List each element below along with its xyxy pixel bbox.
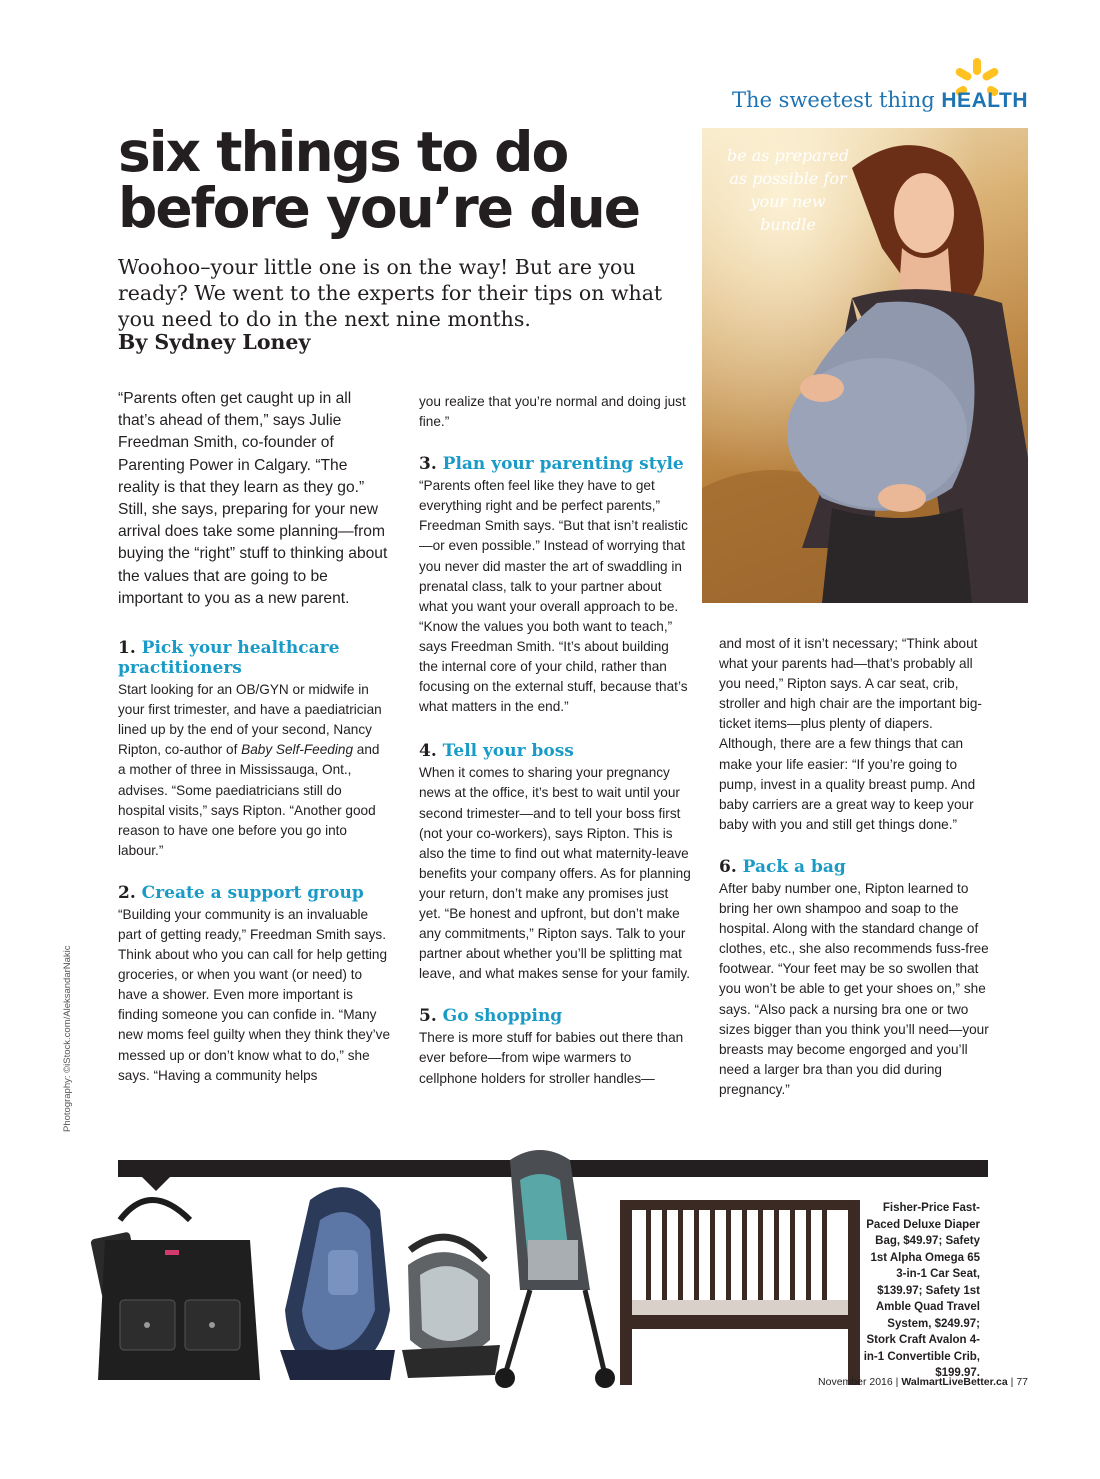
page-number: 77 <box>1016 1376 1028 1388</box>
infant-car-seat-image <box>402 1237 500 1378</box>
tip-4-number: 4. <box>419 741 437 762</box>
byline: By Sydney Loney <box>118 330 311 354</box>
section-label <box>732 88 1028 113</box>
tip-6-heading <box>719 857 991 877</box>
tip-6-title: Pack a bag <box>742 856 846 877</box>
section-title: The sweetest thing <box>732 88 935 112</box>
photo-credit: Photography: ©iStock.com/AleksandarNakic <box>62 945 73 1132</box>
article-headline <box>118 120 698 240</box>
tip-1-heading <box>118 638 390 678</box>
article-column-2 <box>419 392 691 1089</box>
crib-image <box>620 1200 860 1385</box>
footer-site: WalmartLiveBetter.ca <box>901 1376 1008 1388</box>
tip-5-body: There is more stuff for babies out there than ever before—from wipe warmers to cellphone holders for stroller handles— <box>419 1030 684 1086</box>
tip-5-heading <box>419 1006 691 1026</box>
page-footer <box>818 1376 1028 1388</box>
tip-2-number: 2. <box>118 882 136 903</box>
stroller-image <box>495 1150 615 1388</box>
product-caption: Fisher-Price Fast-Paced Deluxe Diaper Bag, $49.97; Safety 1st Alpha Omega 65 3-in-1 Car Seat, $139.97; Safety 1st Amble Quad Travel System, $249.97; Stork Craft Avalon 4-in-1 Convertible Crib, $199.97. <box>863 1202 980 1379</box>
product-lineup <box>90 1140 870 1390</box>
article-dek: Woohoo–your little one is on the way! But are you ready? We went to the experts for their tips on what you need to do in the next nine months. <box>118 255 663 331</box>
footer-issue: November 2016 <box>818 1376 893 1388</box>
tip-3-number: 3. <box>419 454 437 475</box>
section-category: HEALTH <box>941 89 1028 112</box>
tip-1-number: 1. <box>118 638 136 659</box>
tip-6-number: 6. <box>719 856 737 877</box>
tip-4-title: Tell your boss <box>442 741 574 762</box>
tip-1-body-end: and a mother of three in Mississauga, Ont., advises. “Some paediatricians still do hospital visits,” says Ripton. “Another good reason to have one before you go into labour.” <box>118 742 380 858</box>
headline-line-2: before you’re due <box>118 176 640 240</box>
article-column-1 <box>118 388 390 1086</box>
footer-divider-2: | <box>1010 1376 1014 1388</box>
tip-1-body <box>118 680 390 861</box>
car-seat-image <box>280 1187 395 1380</box>
tip-1-title: Pick your healthcare practitioners <box>118 638 340 679</box>
tip-2-title: Create a support group <box>141 882 364 903</box>
tip-5-number: 5. <box>419 1006 437 1027</box>
article-column-3 <box>719 634 991 1100</box>
tip-4-body: When it comes to sharing your pregnancy news at the office, it’s best to wait until your second trimester—and to tell your boss first (not your co-workers), says Ripton. This is also the time to find out what maternity-leave benefits your company offers. As for planning your return, don’t make any promises just yet. “Be honest and upfront, but don’t make any commitments,” Ripton says. Talk to your partner about whether you’ll be splitting mat leave, and what makes sense for your family. <box>419 765 691 982</box>
tip-5-title: Go shopping <box>442 1006 563 1027</box>
hero-photo <box>702 128 1028 603</box>
tip-3-body: “Parents often feel like they have to get everything right and be perfect parents,” Freedman Smith says. “But that isn’t realistic—or even possible.” Instead of worrying that you never did master the art of swaddling in prenatal class, talk to your partner about what you want your overall approach to be. “Know the values you both want to teach,” says Freedman Smith. “It’s about building the internal core of your child, rather than focusing on the external stuff, because that’s what matters in the end.” <box>419 478 688 715</box>
footer-divider: | <box>895 1376 899 1388</box>
tip-4-heading <box>419 741 691 761</box>
tip-6-body: After baby number one, Ripton learned to bring her own shampoo and soap to the hospital. Along with the standard change of clothes, etc., she also recommends fuss-free footwear. “Your feet may be so swollen that you won’t be able to get your shoes on,” she says. “Also pack a nursing bra one or two sizes bigger than you think you’ll need—your breasts may become engorged and you’ll need a larger bra than you did during pregnancy.” <box>719 880 989 1097</box>
tip-1-body-start: Start looking for an OB/GYN or midwife in your first trimester, and have a paediatrician lined up by the end of your second, Nancy Ripton, co-author of <box>118 682 382 758</box>
tip-1-book-title: Baby Self-Feeding <box>241 742 354 758</box>
tip-3-heading <box>419 454 691 474</box>
article-intro: “Parents often get caught up in all that’s ahead of them,” says Julie Freedman Smith, co-founder of Parenting Power in Calgary. “The reality is that they learn as they go.” Still, she says, preparing for your new arrival does take some planning—from buying the “right” stuff to thinking about the values that are going to be important to you as a new parent. <box>118 390 388 607</box>
tip-2-body: “Building your community is an invaluable part of getting ready,” Freedman Smith says. Think about who you can call for help getting groceries, or when you want (or need) to have a shower. Even more important is finding someone you can confide in. “Many new moms feel guilty when they think they’ve messed up or don’t know what to do,” she says. “Having a community helps <box>118 906 391 1083</box>
tip-5-body-continued: and most of it isn’t necessary; “Think about what your parents had—that’s probably all you need,” Ripton says. A car seat, crib, stroller and high chair are the important big-ticket items—plus plenty of diapers. Although, there are a few things that can make your life easier: “If you’re going to pump, invest in a quality breast pump. And baby carriers are a great way to keep your baby with you and still get things done.” <box>719 636 982 832</box>
tip-2-body-continued: you realize that you’re normal and doing just fine.” <box>419 394 686 430</box>
hero-caption: be as prepared as possible for your new bundle <box>726 146 850 234</box>
diaper-bag-image <box>90 1200 260 1380</box>
tip-2-heading <box>118 883 390 903</box>
tip-3-title: Plan your parenting style <box>442 454 684 475</box>
headline-line-1: six things to do <box>118 120 568 184</box>
